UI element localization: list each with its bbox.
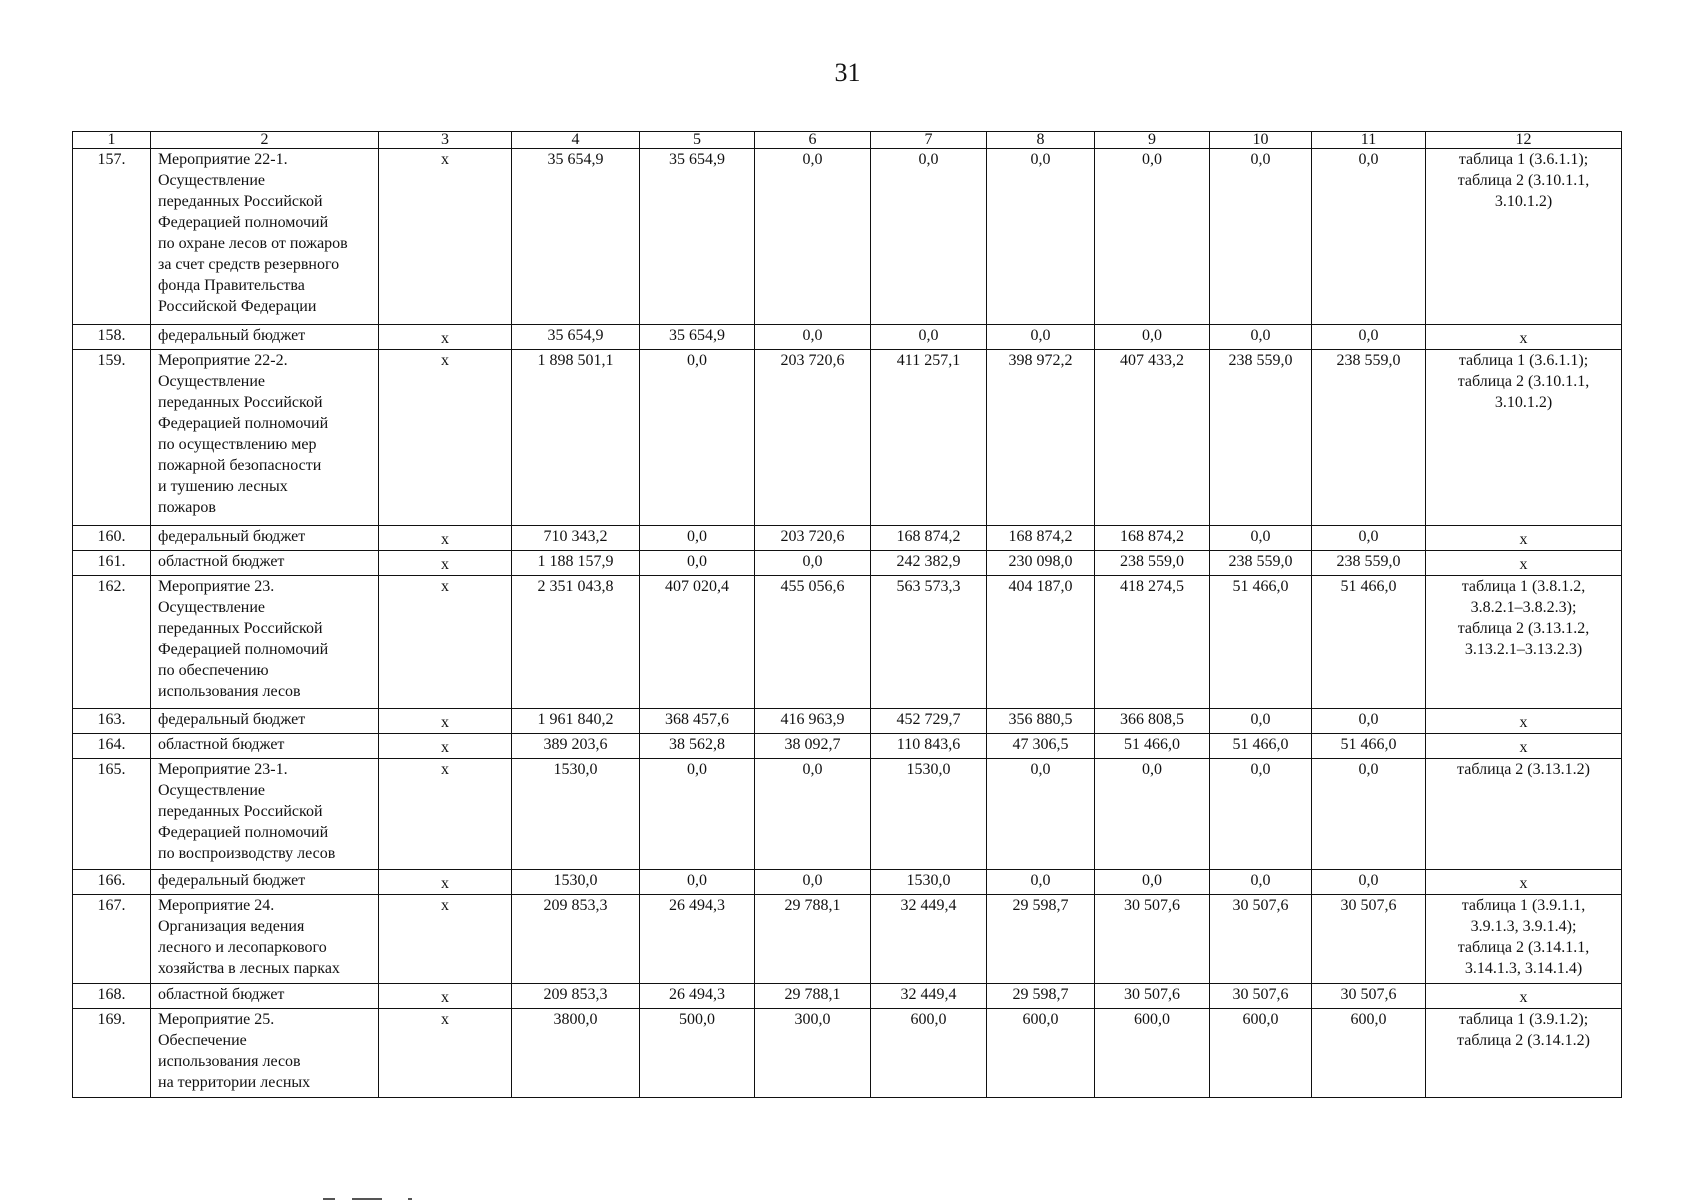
value-cell: 110 843,6 [871, 734, 987, 759]
value-cell: 0,0 [1210, 870, 1312, 895]
measure-name: Мероприятие 23-1. Осуществление переданных Российской Федерацией полномочий по воспроизводству лесов [151, 759, 379, 870]
column-3-mark: х [379, 734, 512, 759]
value-cell: 0,0 [1312, 709, 1426, 734]
value-cell: 35 654,9 [640, 149, 755, 325]
column-3-mark: х [379, 709, 512, 734]
value-cell: 1 961 840,2 [512, 709, 640, 734]
value-cell: 0,0 [640, 551, 755, 576]
reference-cell: х [1426, 734, 1622, 759]
value-cell: 404 187,0 [987, 576, 1095, 709]
value-cell: 168 874,2 [1095, 526, 1210, 551]
value-cell: 600,0 [987, 1009, 1095, 1098]
value-cell: 600,0 [1095, 1009, 1210, 1098]
value-cell: 0,0 [640, 350, 755, 526]
value-cell: 26 494,3 [640, 895, 755, 984]
measure-name: областной бюджет [151, 551, 379, 576]
column-3-mark: х [379, 526, 512, 551]
value-cell: 300,0 [755, 1009, 871, 1098]
value-cell: 563 573,3 [871, 576, 987, 709]
measure-name: Мероприятие 23. Осуществление переданных Российской Федерацией полномочий по обеспечению использования лесов [151, 576, 379, 709]
table-row [73, 576, 1622, 709]
value-cell: 0,0 [1210, 709, 1312, 734]
reference-cell: х [1426, 984, 1622, 1009]
value-cell: 0,0 [987, 325, 1095, 350]
row-number: 169. [73, 1009, 151, 1098]
value-cell: 500,0 [640, 1009, 755, 1098]
table-row [73, 759, 1622, 870]
value-cell: 51 466,0 [1312, 576, 1426, 709]
reference-cell: х [1426, 325, 1622, 350]
value-cell: 1 188 157,9 [512, 551, 640, 576]
value-cell: 0,0 [1210, 149, 1312, 325]
value-cell: 0,0 [1095, 870, 1210, 895]
column-3-mark: х [379, 576, 512, 709]
value-cell: 368 457,6 [640, 709, 755, 734]
value-cell: 30 507,6 [1312, 984, 1426, 1009]
table-row [73, 984, 1622, 1009]
measure-name: областной бюджет [151, 984, 379, 1009]
measure-name: Мероприятие 22-2. Осуществление переданных Российской Федерацией полномочий по осуществлению мер пожарной безопасности и тушению лесных пожаров [151, 350, 379, 526]
row-number: 167. [73, 895, 151, 984]
column-3-mark: х [379, 350, 512, 526]
column-3-mark: х [379, 1009, 512, 1098]
value-cell: 3800,0 [512, 1009, 640, 1098]
value-cell: 30 507,6 [1210, 895, 1312, 984]
row-number: 163. [73, 709, 151, 734]
column-header: 4 [512, 132, 640, 149]
value-cell: 0,0 [640, 759, 755, 870]
value-cell: 407 020,4 [640, 576, 755, 709]
column-header: 7 [871, 132, 987, 149]
value-cell: 32 449,4 [871, 984, 987, 1009]
value-cell: 416 963,9 [755, 709, 871, 734]
value-cell: 29 788,1 [755, 984, 871, 1009]
table-row [73, 895, 1622, 984]
value-cell: 238 559,0 [1210, 551, 1312, 576]
reference-cell: таблица 1 (3.6.1.1); таблица 2 (3.10.1.1, 3.10.1.2) [1426, 350, 1622, 526]
reference-cell: таблица 1 (3.9.1.1, 3.9.1.3, 3.9.1.4); таблица 2 (3.14.1.1, 3.14.1.3, 3.14.1.4) [1426, 895, 1622, 984]
value-cell: 30 507,6 [1095, 895, 1210, 984]
column-header: 12 [1426, 132, 1622, 149]
value-cell: 51 466,0 [1312, 734, 1426, 759]
table-row [73, 325, 1622, 350]
table-row [73, 551, 1622, 576]
value-cell: 600,0 [1312, 1009, 1426, 1098]
value-cell: 238 559,0 [1312, 350, 1426, 526]
measure-name: федеральный бюджет [151, 870, 379, 895]
row-number: 158. [73, 325, 151, 350]
value-cell: 47 306,5 [987, 734, 1095, 759]
value-cell: 0,0 [1210, 325, 1312, 350]
value-cell: 455 056,6 [755, 576, 871, 709]
value-cell: 35 654,9 [512, 325, 640, 350]
column-header: 1 [73, 132, 151, 149]
value-cell: 32 449,4 [871, 895, 987, 984]
value-cell: 0,0 [987, 149, 1095, 325]
table-row [73, 350, 1622, 526]
value-cell: 411 257,1 [871, 350, 987, 526]
value-cell: 30 507,6 [1210, 984, 1312, 1009]
value-cell: 0,0 [755, 551, 871, 576]
table-row [73, 526, 1622, 551]
row-number: 165. [73, 759, 151, 870]
value-cell: 38 092,7 [755, 734, 871, 759]
value-cell: 51 466,0 [1095, 734, 1210, 759]
table-row [73, 870, 1622, 895]
value-cell: 168 874,2 [871, 526, 987, 551]
column-header: 8 [987, 132, 1095, 149]
value-cell: 366 808,5 [1095, 709, 1210, 734]
page-number: 31 [834, 58, 861, 87]
value-cell: 0,0 [1210, 526, 1312, 551]
row-number: 161. [73, 551, 151, 576]
value-cell: 51 466,0 [1210, 576, 1312, 709]
value-cell: 356 880,5 [987, 709, 1095, 734]
reference-cell: таблица 2 (3.13.1.2) [1426, 759, 1622, 870]
reference-cell: х [1426, 551, 1622, 576]
measure-name: Мероприятие 22-1. Осуществление переданных Российской Федерацией полномочий по охране лесов от пожаров за счет средств резервного фонда Правительства Российской Федерации [151, 149, 379, 325]
value-cell: 38 562,8 [640, 734, 755, 759]
value-cell: 238 559,0 [1312, 551, 1426, 576]
value-cell: 0,0 [1095, 149, 1210, 325]
row-number: 162. [73, 576, 151, 709]
value-cell: 51 466,0 [1210, 734, 1312, 759]
value-cell: 0,0 [755, 149, 871, 325]
table-row [73, 1009, 1622, 1098]
value-cell: 0,0 [1095, 759, 1210, 870]
value-cell: 600,0 [871, 1009, 987, 1098]
value-cell: 0,0 [1312, 149, 1426, 325]
header-row [73, 132, 1622, 149]
column-3-mark: х [379, 325, 512, 350]
value-cell: 29 598,7 [987, 895, 1095, 984]
reference-cell: х [1426, 870, 1622, 895]
row-number: 166. [73, 870, 151, 895]
value-cell: 1530,0 [512, 759, 640, 870]
row-number: 157. [73, 149, 151, 325]
value-cell: 35 654,9 [640, 325, 755, 350]
column-header: 10 [1210, 132, 1312, 149]
value-cell: 0,0 [987, 870, 1095, 895]
value-cell: 398 972,2 [987, 350, 1095, 526]
value-cell: 0,0 [1312, 870, 1426, 895]
table-row [73, 149, 1622, 325]
value-cell: 1530,0 [871, 870, 987, 895]
value-cell: 0,0 [1312, 759, 1426, 870]
table-row [73, 734, 1622, 759]
measure-name: федеральный бюджет [151, 709, 379, 734]
value-cell: 0,0 [1312, 325, 1426, 350]
reference-cell: таблица 1 (3.6.1.1); таблица 2 (3.10.1.1, 3.10.1.2) [1426, 149, 1622, 325]
row-number: 160. [73, 526, 151, 551]
column-3-mark: х [379, 895, 512, 984]
column-header: 11 [1312, 132, 1426, 149]
value-cell: 1530,0 [512, 870, 640, 895]
column-header: 2 [151, 132, 379, 149]
value-cell: 29 598,7 [987, 984, 1095, 1009]
value-cell: 0,0 [755, 870, 871, 895]
table-row [73, 709, 1622, 734]
value-cell: 0,0 [1095, 325, 1210, 350]
value-cell: 0,0 [987, 759, 1095, 870]
value-cell: 0,0 [1312, 526, 1426, 551]
column-header: 6 [755, 132, 871, 149]
value-cell: 2 351 043,8 [512, 576, 640, 709]
value-cell: 0,0 [640, 526, 755, 551]
value-cell: 1 898 501,1 [512, 350, 640, 526]
row-number: 164. [73, 734, 151, 759]
value-cell: 242 382,9 [871, 551, 987, 576]
reference-cell: х [1426, 526, 1622, 551]
value-cell: 209 853,3 [512, 984, 640, 1009]
reference-cell: таблица 1 (3.9.1.2); таблица 2 (3.14.1.2) [1426, 1009, 1622, 1098]
value-cell: 389 203,6 [512, 734, 640, 759]
value-cell: 203 720,6 [755, 350, 871, 526]
value-cell: 0,0 [871, 325, 987, 350]
measure-name: Мероприятие 24. Организация ведения лесного и лесопаркового хозяйства в лесных парках [151, 895, 379, 984]
value-cell: 407 433,2 [1095, 350, 1210, 526]
reference-cell: х [1426, 709, 1622, 734]
value-cell: 209 853,3 [512, 895, 640, 984]
column-3-mark: х [379, 870, 512, 895]
measure-name: областной бюджет [151, 734, 379, 759]
value-cell: 168 874,2 [987, 526, 1095, 551]
value-cell: 238 559,0 [1210, 350, 1312, 526]
value-cell: 0,0 [1210, 759, 1312, 870]
value-cell: 238 559,0 [1095, 551, 1210, 576]
value-cell: 0,0 [871, 149, 987, 325]
column-header: 3 [379, 132, 512, 149]
row-number: 159. [73, 350, 151, 526]
row-number: 168. [73, 984, 151, 1009]
value-cell: 230 098,0 [987, 551, 1095, 576]
value-cell: 418 274,5 [1095, 576, 1210, 709]
value-cell: 203 720,6 [755, 526, 871, 551]
value-cell: 35 654,9 [512, 149, 640, 325]
measure-name: федеральный бюджет [151, 325, 379, 350]
value-cell: 0,0 [755, 759, 871, 870]
reference-cell: таблица 1 (3.8.1.2, 3.8.2.1–3.8.2.3); таблица 2 (3.13.1.2, 3.13.2.1–3.13.2.3) [1426, 576, 1622, 709]
value-cell: 0,0 [755, 325, 871, 350]
column-3-mark: х [379, 759, 512, 870]
value-cell: 30 507,6 [1095, 984, 1210, 1009]
budget-table [72, 131, 1622, 1098]
value-cell: 30 507,6 [1312, 895, 1426, 984]
value-cell: 0,0 [640, 870, 755, 895]
value-cell: 710 343,2 [512, 526, 640, 551]
value-cell: 452 729,7 [871, 709, 987, 734]
column-header: 9 [1095, 132, 1210, 149]
measure-name: Мероприятие 25. Обеспечение использования лесов на территории лесных [151, 1009, 379, 1098]
value-cell: 600,0 [1210, 1009, 1312, 1098]
column-3-mark: х [379, 984, 512, 1009]
value-cell: 29 788,1 [755, 895, 871, 984]
column-header: 5 [640, 132, 755, 149]
column-3-mark: х [379, 149, 512, 325]
value-cell: 1530,0 [871, 759, 987, 870]
column-3-mark: х [379, 551, 512, 576]
value-cell: 26 494,3 [640, 984, 755, 1009]
measure-name: федеральный бюджет [151, 526, 379, 551]
